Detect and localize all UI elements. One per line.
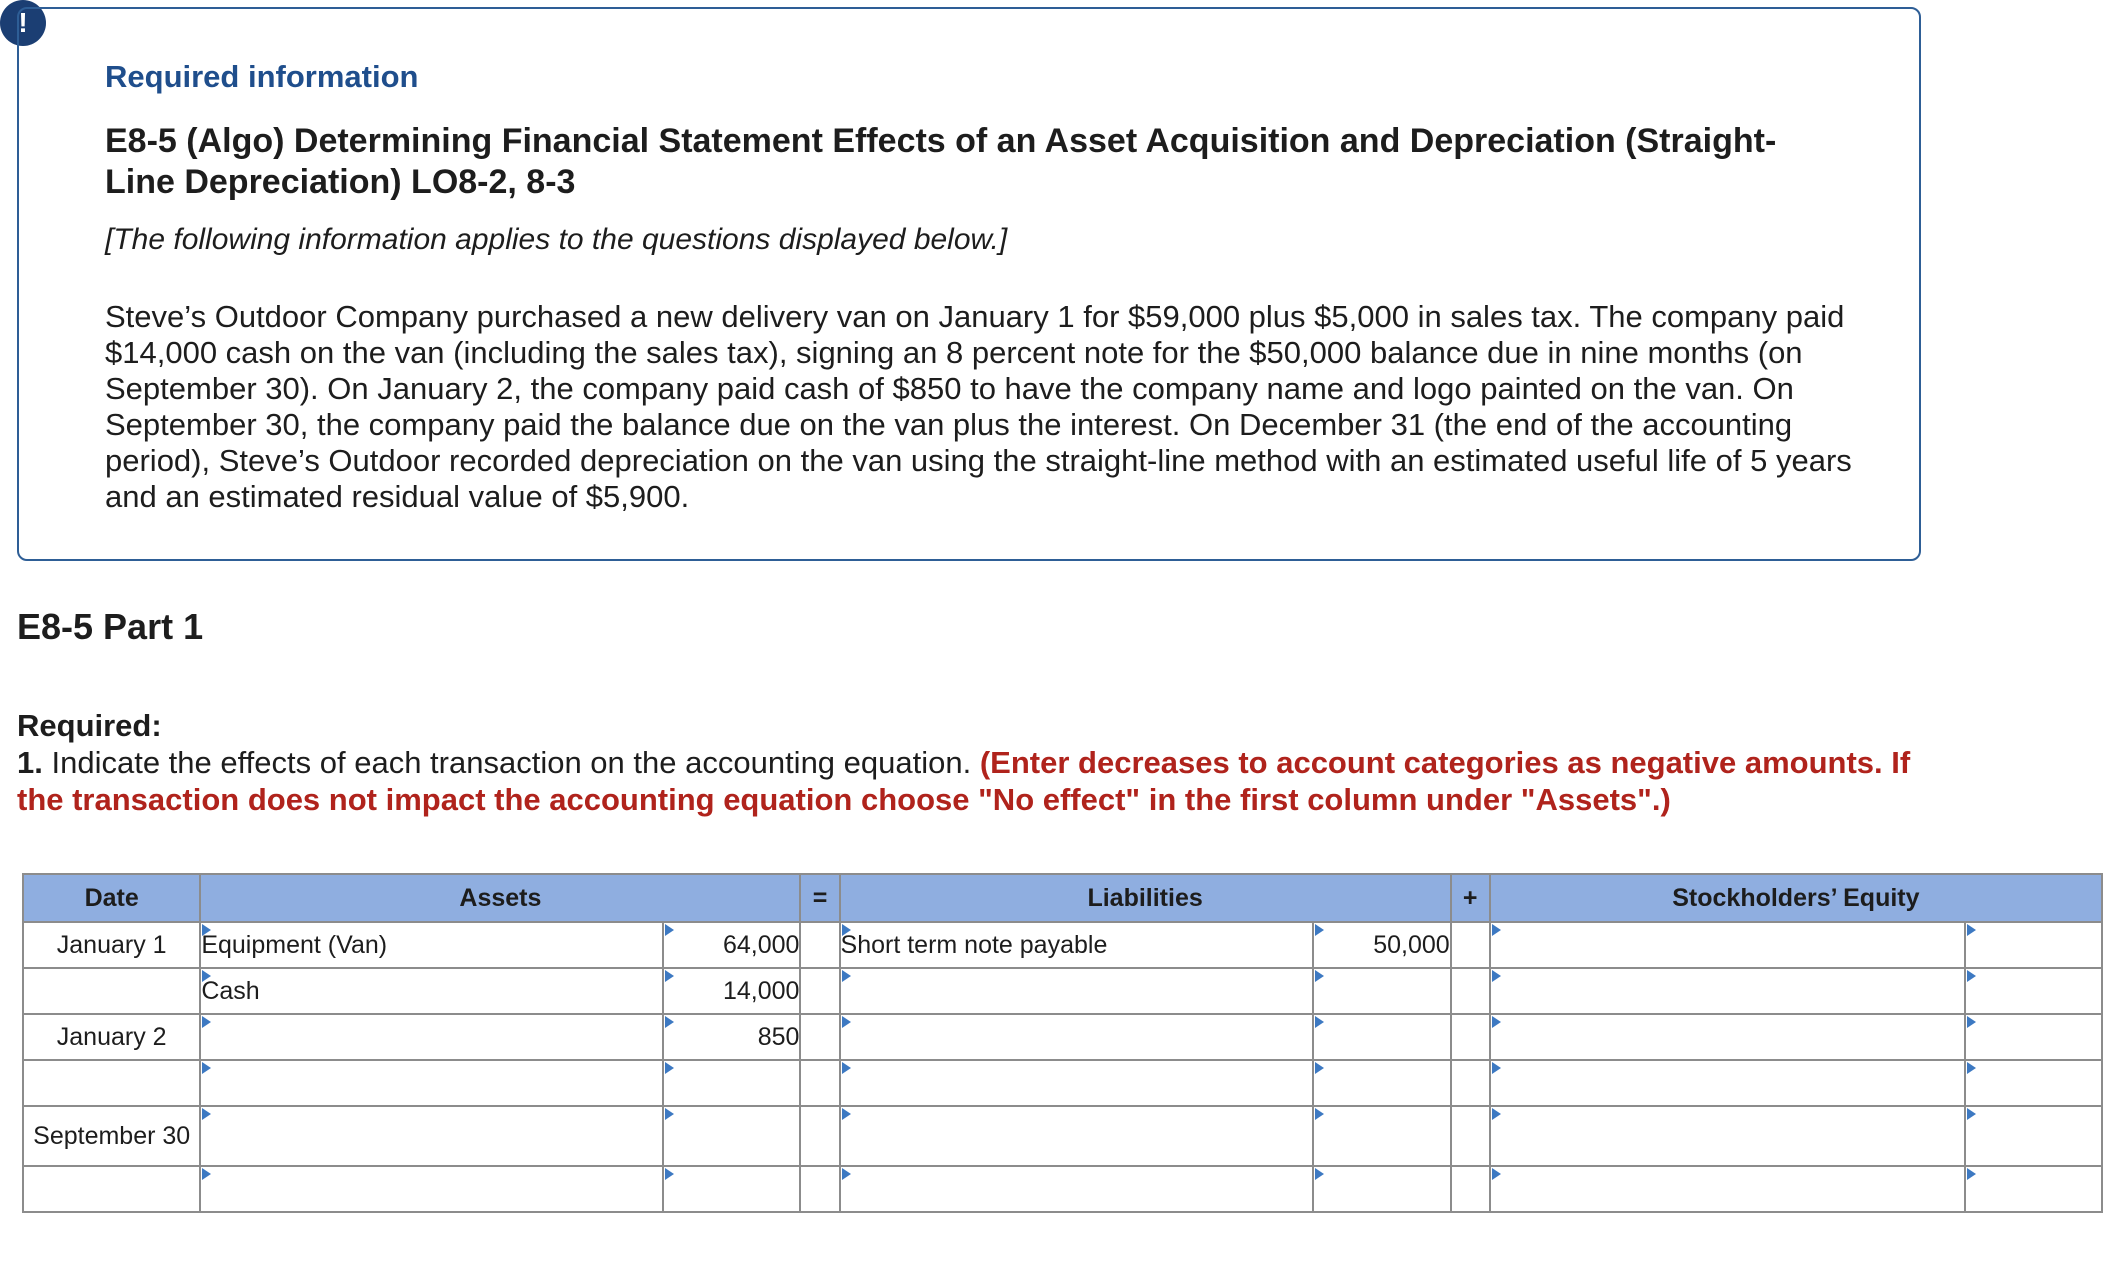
liability-amount-input[interactable]	[1313, 1014, 1450, 1060]
problem-title-line-1: E8-5 (Algo) Determining Financial Statement Effects of an Asset Acquisition and Depreciation (Straight-	[105, 122, 1777, 160]
table-row	[23, 1106, 2102, 1166]
alert-icon: !	[0, 0, 46, 46]
part-title: E8-5 Part 1	[17, 606, 204, 647]
liability-amount-input[interactable]: 50,000	[1313, 922, 1450, 968]
required-instructions	[17, 707, 1947, 818]
equity-amount-input[interactable]	[1965, 1014, 2102, 1060]
plus-spacer	[1451, 922, 1490, 968]
required-number: 1.	[17, 745, 43, 780]
plus-spacer	[1451, 1106, 1490, 1166]
equity-account-dropdown[interactable]	[1490, 968, 1965, 1014]
plus-spacer	[1451, 1060, 1490, 1106]
asset-account-dropdown[interactable]	[200, 1014, 663, 1060]
equals-spacer	[800, 922, 839, 968]
table-header-row	[23, 874, 2102, 922]
asset-account-dropdown[interactable]	[200, 1106, 663, 1166]
liability-account-dropdown[interactable]	[840, 1106, 1314, 1166]
liability-account-dropdown[interactable]	[840, 968, 1314, 1014]
equity-account-dropdown[interactable]	[1490, 1106, 1965, 1166]
equals-spacer	[800, 1106, 839, 1166]
date-cell: January 1	[23, 922, 200, 968]
equity-amount-input[interactable]	[1965, 922, 2102, 968]
equity-account-dropdown[interactable]	[1490, 1060, 1965, 1106]
liability-account-dropdown[interactable]	[840, 1014, 1314, 1060]
asset-amount-input[interactable]: 850	[663, 1014, 800, 1060]
asset-amount-input[interactable]: 64,000	[663, 922, 800, 968]
liability-amount-input[interactable]	[1313, 1166, 1450, 1212]
required-information-panel	[17, 7, 1921, 561]
liability-amount-input[interactable]	[1313, 1060, 1450, 1106]
table-row	[23, 1014, 2102, 1060]
asset-amount-input[interactable]: 14,000	[663, 968, 800, 1014]
equity-account-dropdown[interactable]	[1490, 1166, 1965, 1212]
header-date: Date	[23, 874, 200, 922]
required-red-instruction: (Enter decreases to account categories as negative amounts. If the transaction does not impact the accounting equation choose "No effect" in the first column under "Assets".)	[17, 745, 1911, 817]
liability-amount-input[interactable]	[1313, 1106, 1450, 1166]
asset-account-dropdown[interactable]: Equipment (Van)	[200, 922, 663, 968]
equals-spacer	[800, 968, 839, 1014]
date-cell: September 30	[23, 1106, 200, 1166]
problem-paragraph: Steve’s Outdoor Company purchased a new delivery van on January 1 for $59,000 plus $5,000 in sales tax. The company paid $14,000 cash on the van (including the sales tax), signing an 8 percent note for the $50,000 balance due in nine months (on September 30). On January 2, the company paid cash of $850 to have the company name and logo painted on the van. On September 30, the company paid the balance due on the van plus the interest. On December 31 (the end of the accounting period), Steve’s Outdoor recorded depreciation on the van using the straight-line method with an estimated useful life of 5 years and an estimated residual value of $5,900.	[105, 299, 1852, 514]
equity-account-dropdown[interactable]	[1490, 922, 1965, 968]
equals-spacer	[800, 1166, 839, 1212]
header-stockholders-equity: Stockholders’ Equity	[1490, 874, 2102, 922]
date-cell	[23, 1166, 200, 1212]
liability-amount-input[interactable]	[1313, 968, 1450, 1014]
asset-amount-input[interactable]	[663, 1166, 800, 1212]
equity-amount-input[interactable]	[1965, 1166, 2102, 1212]
liability-account-dropdown[interactable]: Short term note payable	[840, 922, 1314, 968]
accounting-equation-table	[22, 873, 2103, 1213]
header-liabilities: Liabilities	[840, 874, 1451, 922]
plus-spacer	[1451, 1166, 1490, 1212]
header-plus: +	[1451, 874, 1490, 922]
info-note: [The following information applies to the questions displayed below.]	[105, 223, 1008, 256]
required-information-heading: Required information	[105, 59, 419, 94]
asset-amount-input[interactable]	[663, 1060, 800, 1106]
date-cell: January 2	[23, 1014, 200, 1060]
liability-account-dropdown[interactable]	[840, 1166, 1314, 1212]
date-cell	[23, 1060, 200, 1106]
equity-amount-input[interactable]	[1965, 1106, 2102, 1166]
required-question: Indicate the effects of each transaction on the accounting equation.	[51, 745, 972, 780]
asset-account-dropdown[interactable]	[200, 1060, 663, 1106]
equals-spacer	[800, 1060, 839, 1106]
header-assets: Assets	[200, 874, 800, 922]
table-row	[23, 1166, 2102, 1212]
required-text	[17, 744, 1947, 818]
plus-spacer	[1451, 1014, 1490, 1060]
liability-account-dropdown[interactable]	[840, 1060, 1314, 1106]
problem-title-line-2: Line Depreciation) LO8-2, 8-3	[105, 163, 576, 201]
problem-title	[105, 121, 1865, 203]
table-row	[23, 1060, 2102, 1106]
date-cell	[23, 968, 200, 1014]
asset-amount-input[interactable]	[663, 1106, 800, 1166]
required-label: Required:	[17, 708, 162, 743]
equity-amount-input[interactable]	[1965, 1060, 2102, 1106]
equity-account-dropdown[interactable]	[1490, 1014, 1965, 1060]
header-equals: =	[800, 874, 839, 922]
asset-account-dropdown[interactable]: Cash	[200, 968, 663, 1014]
equals-spacer	[800, 1014, 839, 1060]
plus-spacer	[1451, 968, 1490, 1014]
equity-amount-input[interactable]	[1965, 968, 2102, 1014]
table-row	[23, 968, 2102, 1014]
table-row	[23, 922, 2102, 968]
asset-account-dropdown[interactable]	[200, 1166, 663, 1212]
